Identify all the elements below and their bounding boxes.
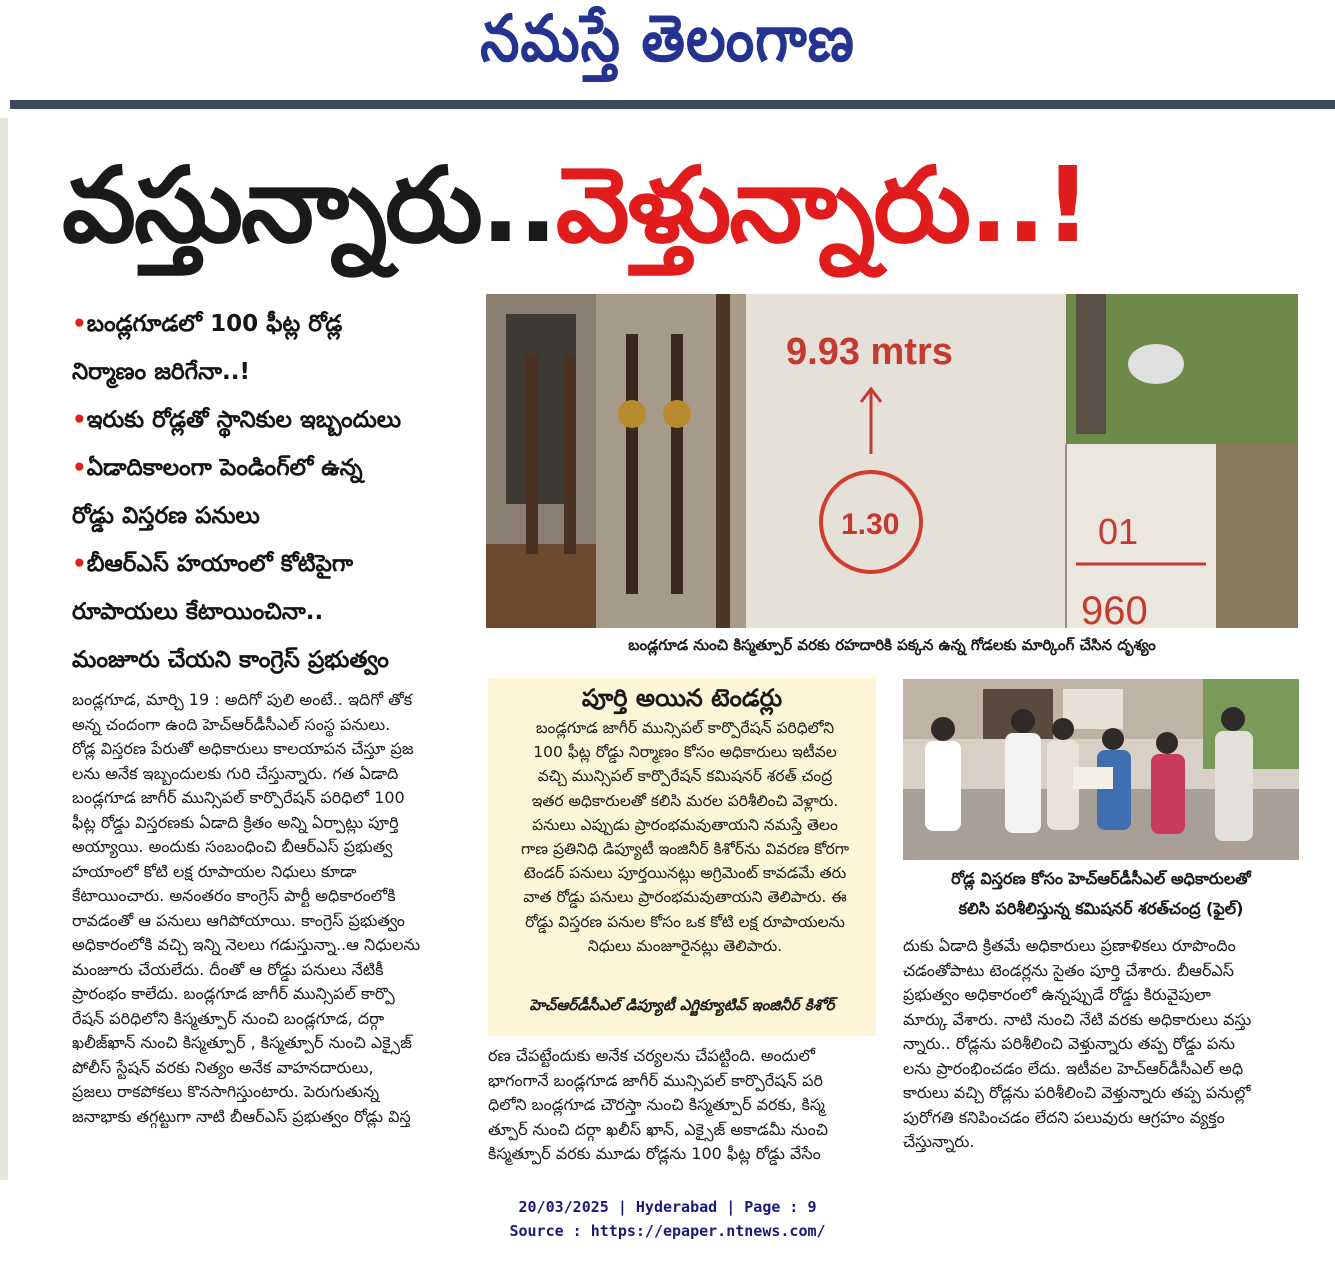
article-line: పురోగతి కనిపించడం లేదని పలువురు ఆగ్రహం వ్యక్తం [903, 1107, 1225, 1127]
box-line: నిధులు మంజూరైనట్లు తెలిపారు. [587, 936, 783, 955]
footer-source: Source : https://epaper.ntnews.com/ [509, 1222, 826, 1240]
bullet-line [72, 636, 472, 684]
bullet-line [72, 540, 472, 588]
box-line: రోడ్డు విస్తరణ పనుల కోసం ఒక కోటి లక్ష రూపాయలను [525, 912, 845, 931]
photo2-caption [903, 864, 1299, 924]
tenders-box-title: పూర్తి అయిన టెండర్లు [581, 684, 783, 712]
article-line: అయ్యాయి. అందుకు సంబంధించి బీఆర్ఎస్ ప్రభుత్వ [72, 837, 393, 856]
box-line: 100 ఫీట్ల రోడ్డు నిర్మాణం కోసం అధికారులు ఇటీవల [533, 743, 837, 762]
article-line: పోలీస్ స్టేషన్ వరకు నిత్యం అనేక వాహనదారులు, [72, 1057, 374, 1077]
article-column-3 [903, 934, 1299, 1155]
article-line: మార్కు వేశారు. నాటి నుంచి నేటి వరకు అధికారులు వస్తు [903, 1009, 1252, 1029]
bullet-dot: • [72, 311, 87, 337]
bullet-text: ఇరుకు రోడ్లతో స్థానికుల ఇబ్బందులు [86, 407, 402, 433]
article-line: ఫీట్ల రోడ్డు విస్తరణకు ఏడాది క్రితం అన్ని ఏర్పాట్లు పూర్తి [72, 812, 399, 832]
article-line: కిస్మత్పూర్ వరకు మూడు రోడ్లను 100 ఫీట్ల రోడ్డు వేసేం [488, 1144, 821, 1163]
bullet-text: మంజూరు చేయని కాంగ్రెస్ ప్రభుత్వం [72, 647, 389, 673]
article-line: భాగంగానే బండ్లగూడ జాగీర్ మున్సిపల్ కార్పొరేషన్ పరి [488, 1070, 823, 1090]
box-line: వాత రోడ్డు పనులు ప్రారంభమవుతాయని తెలిపారు. ఈ [523, 888, 847, 907]
bullet-text: రోడ్డు విస్తరణ పనులు [72, 503, 260, 529]
box-line: బండ్లగూడ జాగీర్ మున్సిపల్ కార్పొరేషన్ పరిధిలోని [535, 719, 835, 737]
box-line: వచ్చి మున్సిపల్ కార్పొరేషన్ కమిషనర్ శరత్ చంద్ర [537, 767, 833, 786]
officials-inspection-photo [903, 679, 1299, 860]
box-line: పనులు ఎప్పుడు ప్రారంభమవుతాయని నమస్తే తెలం [532, 815, 838, 834]
photo1-caption: బండ్లగూడ నుంచి కిస్మత్పూర్ వరకు రహదారికి పక్కన ఉన్న గోడలకు మార్కింగ్ చేసిన దృశ్యం [628, 636, 1156, 654]
article-line: జనాభాకు తగ్గట్టుగా నాటి బీఆర్ఎస్ ప్రభుత్వం రోడ్లు విస్త [72, 1106, 411, 1126]
article-line: రావడంతో ఆ పనులు ఆగిపోయాయి. కాంగ్రెస్ ప్రభుత్వం [72, 910, 405, 930]
article-line: అన్న చందంగా ఉంది హెచ్ఆర్‌డీసీఎల్ సంస్థ పనులు. [72, 714, 391, 734]
article-line: న్నారు.. రోడ్లను పరిశీలించి వెళ్తున్నారు తప్ప రోడ్డు పను [903, 1034, 1236, 1053]
article-line: రోడ్ల విస్తరణ పేరుతో అధికారులు కాలయాపన చేస్తూ ప్రజ [72, 739, 414, 758]
bullet-text: బీఆర్ఎస్ హయాంలో కోటిపైగా [86, 551, 354, 577]
article-line: మంజూరు చేయలేదు. దీంతో ఆ రోడ్డు పనులు నేటికీ [72, 959, 384, 979]
bullet-line [72, 444, 472, 492]
photo2-caption-line: రోడ్ల విస్తరణ కోసం హెచ్ఆర్‌డీసీఎల్ అధికారులతో [951, 869, 1251, 888]
headline-part-black: వస్తున్నారు.. [62, 144, 556, 266]
article-line: కేటాయించారు. అనంతరం కాంగ్రెస్ పార్టీ అధికారంలోకి [72, 886, 396, 905]
bullet-line [72, 396, 472, 444]
article-line: ప్రభుత్వం అధికారంలో ఉన్నప్పుడే రోడ్డు కిరువైపులా [903, 985, 1211, 1004]
officials-photo-art [903, 679, 1299, 860]
wall-marking-width: 1.30 [841, 508, 900, 541]
box-line: గాణ ప్రతినిధి డిప్యూటీ ఇంజినీర్ కిశోర్‌ను వివరణ కోరగా [520, 839, 850, 858]
bullet-dot: • [72, 407, 87, 433]
tenders-box [488, 678, 876, 1036]
article-line: బండ్లగూడ, మార్చి 19 : అదిగో పులి అంటే.. ఇదిగో తోక [72, 690, 413, 709]
article-line: లను ప్రారంభించడం లేదు. ఇటీవల హెచ్ఆర్‌డీసీఎల్ అధి [903, 1058, 1244, 1078]
article-line: లను అనేక ఇబ్బందులకు గురి చేస్తున్నారు. గత ఏడాది [72, 763, 399, 783]
bullet-text: ఏడాదికాలంగా పెండింగ్‌లో ఉన్న [86, 455, 363, 481]
headline-part-red: వెళ్తున్నారు..! [555, 144, 1090, 266]
wall-marking-distance: 9.93 mtrs [786, 331, 953, 373]
headline [62, 130, 1332, 280]
article-line: చేస్తున్నారు. [903, 1132, 975, 1151]
bullet-dot: • [72, 551, 87, 577]
tenders-box-body [500, 716, 870, 958]
wall-marking-chainage: 960 [1081, 589, 1148, 628]
bullet-text: బండ్లగూడలో 100 ఫీట్ల రోడ్ల [86, 311, 343, 337]
article-line: రేషన్ పరిధిలోని కిస్మత్పూర్ నుంచి బండ్లగూడ, దర్గా [72, 1008, 385, 1028]
article-line: త్పూర్ నుంచి దర్గా ఖలీస్ ఖాన్, ఎక్సైజ్ అకాడమీ నుంచి [488, 1119, 828, 1139]
wall-marking-photo-art [486, 294, 1298, 628]
masthead [0, 0, 1335, 100]
wall-marking-photo [486, 294, 1298, 628]
tenders-box-credit: హెచ్ఆర్‌డీసీఎల్ డిప్యూటీ ఎగ్జిక్యూటివ్ ఇంజినీర్ కిశోర్ [529, 996, 835, 1014]
bullet-line [72, 348, 472, 396]
bullet-text: నిర్మాణం జరిగేనా..! [72, 359, 250, 385]
article-line: ప్రజలు రాకపోకలు కొనసాగిస్తుంటారు. పెరుగుతున్న [72, 1082, 380, 1101]
article-line: కారులు వచ్చి రోడ్లను పరిశీలించి వెళ్తున్నారు తప్ప పనుల్లో [903, 1083, 1251, 1102]
article-line: ప్రారంభం కాలేదు. బండ్లగూడ జాగీర్ మున్సిపల్ కార్పొ [72, 984, 395, 1003]
article-line: ఖలీజ్‌ఖాన్ నుంచి కిస్మత్పూర్ , కిస్మత్పూర్ నుంచి ఎక్సైజ్ [72, 1033, 412, 1052]
article-column-2 [488, 1044, 876, 1167]
box-line: టెండర్ పనులు పూర్తయినట్లు అగ్రిమెంట్ కావడమే తరు [523, 864, 847, 883]
article-line: దుకు ఏడాది క్రితమే అధికారులు ప్రణాళికలు రూపొందిం [903, 936, 1236, 955]
article-line: ధిలోని బండ్లగూడ చౌరస్తా నుంచి కిస్మత్పూర్ వరకు, కిస్మ [488, 1095, 825, 1114]
bullet-text: రూపాయలు కేటాయించినా.. [72, 599, 324, 625]
bullet-dot: • [72, 455, 87, 481]
bullet-points [72, 300, 472, 684]
newspaper-title: నమస్తే తెలంగాణ [480, 2, 855, 77]
article-column-1 [72, 688, 464, 1129]
article-line: రణ చేపట్టేందుకు అనేక చర్యలను చేపట్టింది. అందులో [488, 1046, 815, 1065]
photo2-caption-line: కలిసి పరిశీలిస్తున్న కమిషనర్ శరత్‌చంద్ర (ఫైల్) [958, 899, 1244, 918]
article-line: బండ్లగూడ జాగీర్ మున్సిపల్ కార్పొరేషన్ పరిధిలో 100 [72, 788, 405, 807]
left-page-edge [0, 118, 8, 1180]
article-line: హయాంలో కోటి లక్ష రూపాయల నిధులు కూడా [72, 861, 357, 881]
article-line: అధికారంలోకి వచ్చి ఇన్ని నెలలు గడుస్తున్నా..ఆ నిధులను [72, 935, 421, 954]
footer-date-page: 20/03/2025 | Hyderabad | Page : 9 [518, 1198, 817, 1216]
bullet-line [72, 588, 472, 636]
article-line: చడంతోపాటు టెండర్లను సైతం పూర్తి చేశారు. బీఆర్ఎస్ [903, 960, 1235, 980]
masthead-rule [10, 100, 1335, 109]
box-line: ఇతర అధికారులతో కలిసి మరల పరిశీలించి వెళ్లారు. [531, 791, 839, 810]
bullet-line [72, 492, 472, 540]
bullet-line [72, 300, 472, 348]
wall-marking-number: 01 [1098, 511, 1139, 552]
